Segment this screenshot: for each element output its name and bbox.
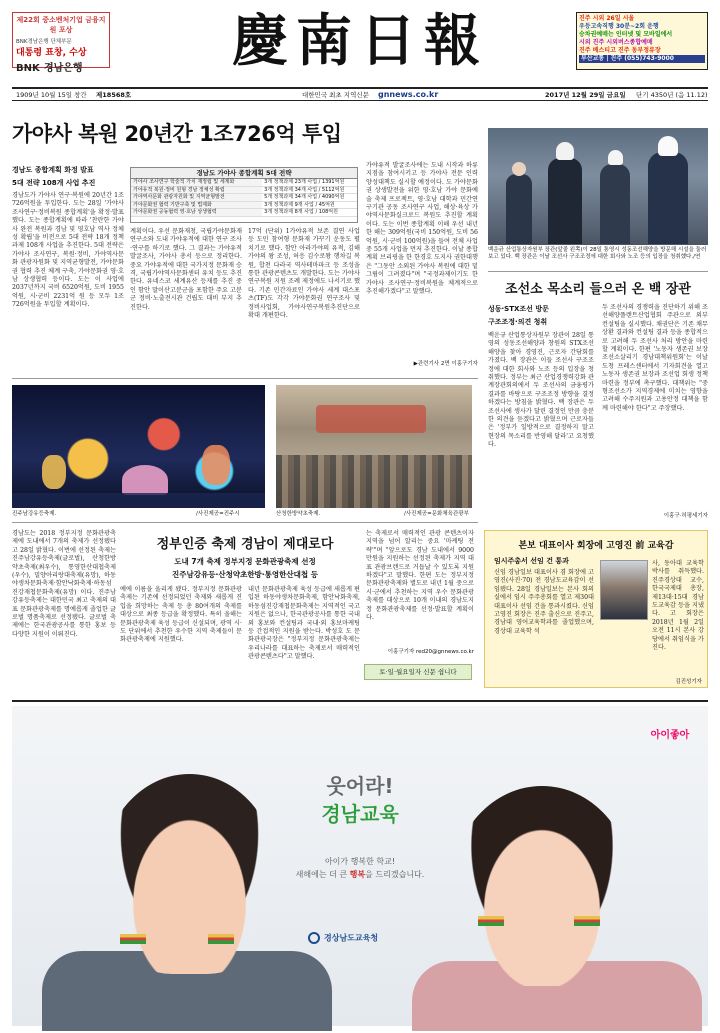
bank-name: 경남은행 xyxy=(43,63,83,74)
shipyard-visit-photo[interactable] xyxy=(488,128,708,245)
founded-date: 1909년 10월 15일 창간 xyxy=(16,91,87,99)
shipyard-headline[interactable]: 조선소 목소리 들으러 온 백 장관 xyxy=(505,282,691,297)
ad-slogan: 아이가 행복한 학교! xyxy=(324,857,396,866)
face-paint xyxy=(120,934,146,944)
education-office-ad[interactable] xyxy=(12,706,708,1026)
festival-body-column: 경남도는 2018 정부지정 문화관광축제에 도내에서 7개의 축제가 선정됐다고 28일 밝혔다. 이번에 선정된 축제는 진주남강유등축제(글로벌), 산청한방약초축제(최우수), 통영한산대첩축제(우수), 밀양아리랑대축제(유망), 하동야생차문화축제·함안낙화축제·하동섬진강재첩문화축제(유망) 이다. 진주남강유등축제는 대한민국 최고 축제의 대표 문화관광축제를 명예롭게 졸업한 글로벌 명품축제로 선정됐다. 글로벌 축제에는 한국관광공사를 통한 홍보 등 다양한 지원이 이뤄진다. xyxy=(12,530,116,638)
festival-body-column: 는 축제로서 매력적인 관광 콘텐츠이자 지역을 넘어 알리는 중요 '마케팅 전략'"며 "앞으로도 경남 도내에서 9000만원을 지원하는 선정된 축제가 지역 대표 관광브랜드로 거듭날 수 있도록 지원하겠다"고 말했다. 한편 도는 정부지정 문화관광축제와 별도로 내년 1월 중으로 시·군에서 추천하는 지역 우수 문화관광축제를 대상으로 10개 이내의 경남도지정 문화관광축제를 선정·발표할 계획이다. xyxy=(366,530,474,622)
table-row: 가야사 조사연구 학술적 가치 재정립 및 세계화 3개 정책과제 23개 사업 / 1391억원 xyxy=(131,179,357,187)
shipyard-subheadline: 성동·STX조선 방문 xyxy=(488,305,549,313)
table-row: 가야문화권 공동협력 영·호남 상생협력 3개 정책과제 8개 사업 / 108억원 xyxy=(131,209,357,217)
lantern-festival-photo[interactable] xyxy=(12,385,265,508)
strategy-table xyxy=(130,167,358,223)
festival-stage xyxy=(316,405,426,433)
ad-title: 경남교육 xyxy=(321,802,399,826)
lantern-photo-caption: 진주남강유등축제. xyxy=(12,511,57,517)
bank-ad-category: BNK경남은행 단체부문 xyxy=(16,39,72,45)
issue-number: 제18568호 xyxy=(96,91,132,99)
festival-body-column: 예에 이름을 올리게 됐다. 정부지정 문화관광축제는 기존에 선정되었던 축제와 새롭게 진입을 희망하는 축제 등 총 80여개의 축제를 대상으로 최종 등급을 확정했다. 특히 올해는 문화관광축제 육성 등급이 신설되며, 광역 시·도 단위에서 추천한 우수한 지역 축제들이 문화관광축제에 지원했다. xyxy=(120,586,242,644)
photo-credit: /사진제공=진주시 xyxy=(196,511,240,517)
newspaper-title: 慶南日報 xyxy=(232,8,488,74)
divider xyxy=(488,271,708,272)
appointment-byline: 김진성기자 xyxy=(675,679,702,685)
shipyard-body-column: 두 조선사의 경쟁력을 진단하기 위해 조선해양플랜트산업협회 주관으로 외부 컨설팅을 실시했다. 채권단은 기존 채무상환 결과와 컨설팅 결과 등을 종합적으로 고려해 두 조선사 처리 방안을 마련할 계획이다. 한편 '노동자 생존권 보장 조선소살리기 경남대책위원회'는 이날 도청 프레스센터에서 기자회견을 열고 노동자 생존권 보장과 조선업 회생 정책마련을 정부에 촉구했다. 대책위는 "중형조선소가 지역경제에 미치는 영향을 고려해 수주지원과 고용안정 대책을 함께 마련해야 한다"고 주장했다. xyxy=(602,304,708,412)
shipyard-subheadline: 구조조정·의견 청취 xyxy=(488,318,548,326)
lead-body-column: 17억 (단위) 1가야유적 보존 결연 사업 등 도민 참여형 문화재 가꾸기 운동도 펼치기로 했다. 함안 아라가야의 유적, 김해 가야의 왕 조성, 허응 김수로왕 행차길 복원, 합천 다라국 역사테마파크 등 조성을 통한 관광콘텐츠도 개발한다. 도는 가야사 연구복원 지원 조례 제정에도 나서기로 했다. 기존 민간자료인 가야사 세계 대스포츠(TF)도 각각 가야문화권 연구조사 및 정비사업회, 가야사연구복원추진단으로 확대 개편한다. xyxy=(248,228,360,320)
child-boy-photo xyxy=(102,774,277,974)
lantern xyxy=(42,455,66,489)
emblem-icon xyxy=(308,932,320,944)
herb-photo-caption: 산청한방약초축제. xyxy=(276,511,321,517)
bank-ad-award: 제22회 중소벤처기업 금융지원 포상 xyxy=(16,16,106,34)
person-figure xyxy=(600,164,630,244)
bank-ad-logo xyxy=(16,59,106,74)
lead-body-column: 계획이다. 우선 문화재청, 국립가야문화재연구소와 도내 가야유적에 대한 연구 조사·연구를 하기로 했다. 그 결과는 가야유적 발굴조사, 가야사 총서 등으로 정리한다. 중요 가야유적에 대한 국가지정 문화재 승격, 국립가야역사문화센터 유치 등도 추진한다. 유네스코 세계유산 등재를 추진 중인 함안 말이산고분군을 포함한 주요 고분군 정비·노출전시관 건립도 대비 부지 추진한다. xyxy=(130,228,242,311)
shipyard-byline: 이홍구·허평세기자 xyxy=(663,513,708,519)
photo-credit: /연 xyxy=(693,254,701,260)
hard-hat-icon xyxy=(658,136,678,156)
festival-headline[interactable]: 정부인증 축제 경남이 제대로다 xyxy=(156,537,334,552)
bus-ad-line: 진주 시외 26일 시울 xyxy=(579,15,635,22)
appointment-headline[interactable]: 본보 대표이사 회장에 고영진 前 교육감 xyxy=(518,541,674,551)
dateline xyxy=(12,87,708,101)
ad-brand-logo: 아이좋아 xyxy=(650,730,690,741)
hard-hat-icon xyxy=(556,142,574,160)
festival-body-column: 내년 문화관광축제 육성 등급에 새롭게 편입된 하동야생차문화축제, 함안낙화축제, 하동섬진강재첩문화축제는 지역적인 국고 지원은 없으나, 한국관광공사를 통한 국내외 홍보와 컨설팅과 국내·외 홍보마케팅 등 간접적인 지원을 받는다. 박성호 도 문화관광국장은 "정부지정 문화관광축제는 우리나라를 대표하는 축제로서 매력적인 관광콘텐츠다"고 말했다. xyxy=(248,586,360,661)
shipyard-photo-caption xyxy=(488,247,708,269)
ad-organization xyxy=(308,932,438,944)
person-head xyxy=(512,162,526,176)
face-paint xyxy=(208,934,234,944)
river-reflection xyxy=(12,493,265,508)
ad-organization-name: 경상남도교육청 xyxy=(324,933,379,943)
bus-ad-line: 우등고속직행 30분~2회 운행 xyxy=(579,23,659,30)
table-row: 가야문화권 협력 기반구축 및 법제화 3개 정책과제 9개 사업 / 45억원 xyxy=(131,202,357,210)
website-link[interactable]: gnnews.co.kr xyxy=(378,90,439,99)
person-figure xyxy=(506,174,532,244)
bus-ad-contact: 부산교통 | 진주 (055)743-9000 xyxy=(579,55,705,63)
ad-title: 웃어라! xyxy=(326,774,394,798)
lead-body-column: 경남도가 가야사 연구·복원에 20년간 1조726억원을 투입한다. 도는 28일 '가야사 조사연구·정비복원 종합계획'을 확정·발표했다. 도는 종합계획에 따라 '찬란한 가야사 완전 복원과 경남 및 영호남 역사 정체성 확립'을 비전으로 5대 전략 18개 정책과제 108개 사업을 추진한다. 5대 전략은 가야사 조사연구, 복원·정비, 가야역사문화 관광자원화 및 지역균형발전, 가야문화권 협력 추진 체계 구축, 가야문화권 영·호남 상생협력 등이다. 도는 이 사업에 2037년까지 국비 6520억원, 도비 1955억원, 시·군비 2231억 원 등 모두 1조726억원을 투입할 계획이다. xyxy=(12,192,124,309)
lead-headline[interactable]: 가야사 복원 20년간 1조726억 투입 xyxy=(12,122,342,146)
festival-crowd xyxy=(276,455,472,508)
appointment-body-column: 사, 동아대 교육학박사를 취득했다. 진주경상대 교수, 한국국제대 총장, 제13대·15대 경남도교육감 등을 지냈다. 고 회장은 2018년 1월 2일 오전 11시 본사 강당에서 취임식을 가진다. xyxy=(652,560,704,652)
table-row: 가야유적 복원·정비 원형 경남 정체성 확립 3개 정책과제 34개 사업 / 5112억원 xyxy=(131,187,357,195)
shipyard-caption-text: 백운규 산업통상자원부 장관(앞줄 왼쪽)이 28일 통영시 성동조선해양을 방문해 시설을 둘러보고 있다. 백 장관은 이날 조선사 구조조정에 대한 회사와 노조 등의 입장을 청취했다. xyxy=(488,247,707,260)
portrait-photo xyxy=(600,560,648,620)
appointment-body-column: 신임 경남일보 대표이사 겸 회장에 고영진(사진·70) 전 경남도교육감이 선임됐다. 28일 경남일보는 본사 회의실에서 임시 주주총회를 열고 제30대 대표이사 선임 건을 통과시켰다. 신임 고영진 회장은 진주 출신으로 진주고, 경남대 영어교육학과를 졸업했으며, 경상대 교육학 석 xyxy=(494,569,594,635)
child-girl-photo xyxy=(452,786,632,986)
divider xyxy=(12,522,478,523)
face-paint xyxy=(574,916,600,926)
lantern xyxy=(202,445,230,485)
publication-notice: 토·일·월요일자 신문 쉽니다 xyxy=(364,664,472,680)
table-row: 가야역사문화 관광자원화 및 지역균형발전 5개 정책과제 34개 사업 / 4090억원 xyxy=(131,194,357,202)
shipyard-body-column: 백운규 산업통상자원부 장관이 28일 통영의 성동조선해양과 창원의 STX조선해양을 찾아 경영진, 근로자 간담회를 가졌다. 백 장관은 이들 조선사 구조조정에 대한 회사와 노조 등의 입장을 청취했다. 정부는 최근 산업경쟁력강화 관계장관회의에서 두 조선사의 금융평가 결과를 바탕으로 구조조정 방향을 결정하겠다는 방침을 밝혔다. 백 장관은 두 조선사에 생사가 달린 결정인 만큼 충분한 의견을 듣겠다고 밝혔으며 근로자들은 '정부가 일방적으로 결정하지 말고 현장의 목소리를 반영해 달라'고 요청했다. xyxy=(488,332,594,449)
person-figure xyxy=(548,158,582,244)
hard-hat-icon xyxy=(608,150,623,165)
lead-subheadline: 5대 전략 108개 사업 추진 xyxy=(12,179,96,187)
issue-date: 2017년 12월 29일 금요일 xyxy=(545,91,626,99)
bus-ad-line: 진주 베스티고 진주 동부정류장 xyxy=(579,47,661,54)
slogan: 대한민국 최초 지역신문 xyxy=(302,91,369,99)
strategy-table-title: 경남도 가야사 종합계획 5대 전략 xyxy=(131,168,357,179)
herb-festival-photo[interactable] xyxy=(276,385,472,508)
festival-subheadline: 진주남강유등·산청약초한방·통영한산대첩 등 xyxy=(172,570,318,579)
bus-ad[interactable] xyxy=(576,12,708,70)
festival-byline: 이홍구기자 red20@gnnews.co.kr xyxy=(387,649,474,655)
lantern-lotus xyxy=(122,465,168,495)
bank-ad-prize: 대통령 표창, 수상 xyxy=(16,48,87,58)
festival-subheadline: 도내 7개 축제 정부지정 문화관광축제 선정 xyxy=(174,557,316,566)
lead-byline: ▶관련기사 2면 이홍구기자 xyxy=(413,361,478,367)
lead-body-column: 가야유적 발굴조사에는 도내 시작과 하류지점을 참여시키고 등 가야사 전문 인력 양성대책도 실시할 예정이다. 도 가야문화권 상생발전을 위한 영·호남 가야 문화예술 축제 프로젝트, 영·호남 대학과 민간연구기관 공동 조사연구 사업, 해상·육상 가야역사문화실크로드 복원도 추진할 계획이다. 도는 이번 종합계획 이해 우선 내년 한 해는 309억원(국비 150억원, 도비 56억원, 시·군비 100억원)을 들여 전체 사업 중 55개 사업을 먼저 추진한다. 이날 종합계획 브리핑을 한 한경호 도지사 권한대행은 "그동안 소외된 가야사 복원에 대한 밑그림이 그려졌다"며 "국정과제이기도 한 가야사 조사연구·정비복원을 체계적으로 추진해가겠다"고 말했다. xyxy=(366,162,478,296)
lead-subheadline: 경남도 종합계획 화정 발표 xyxy=(12,166,94,174)
bank-brand: BNK xyxy=(16,63,40,74)
appointment-subheadline: 임시주총서 선임 건 통과 xyxy=(494,557,569,565)
lunar-date: 단기 4350년 (음 11.12) xyxy=(636,91,708,99)
divider xyxy=(12,378,478,379)
bank-ad[interactable] xyxy=(12,12,110,74)
bus-ad-line: 시외 진주 시외버스종합예매 xyxy=(579,39,653,46)
bus-ad-line: 승차권예매는 인터넷 및 모바일에서 xyxy=(579,31,673,38)
divider xyxy=(12,700,708,702)
photo-credit: /사진제공=문화체육관광부 xyxy=(404,511,469,517)
person-figure xyxy=(648,152,688,244)
ad-slogan: 새해에는 더 큰 행복을 드리겠습니다. xyxy=(295,870,425,879)
face-paint xyxy=(478,916,504,926)
